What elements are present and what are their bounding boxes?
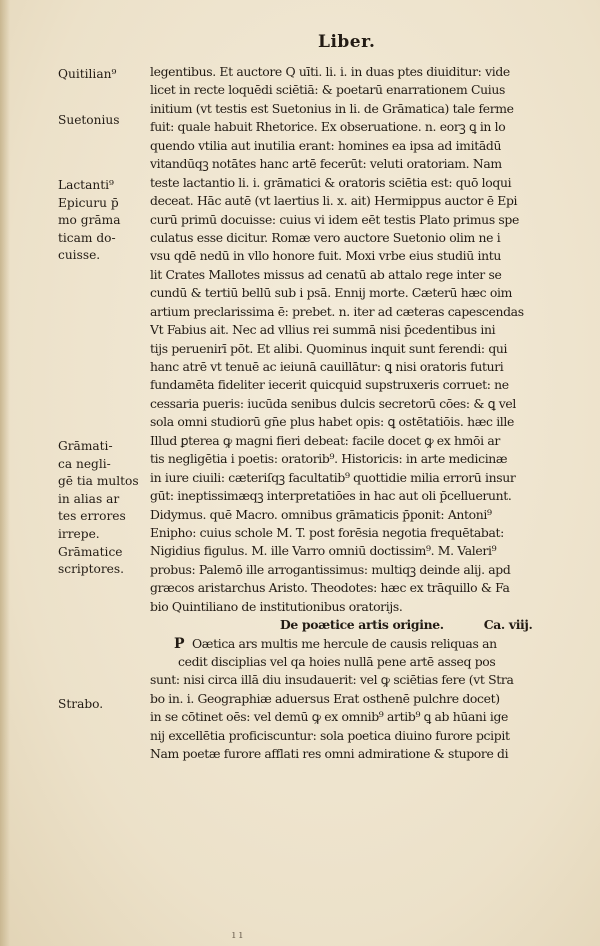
- text-line: teste lactantio li. i. grāmatici & oratoris sciētia est: quō loqui: [150, 174, 512, 190]
- running-title: Liber.: [318, 32, 376, 52]
- text-line: fuit: quale habuit Rhetorice. Ex obseruatione. n. eorꝫ ꝗ in lo: [150, 119, 506, 135]
- text-line: quendo vtilia aut inutilia erant: homines ea ipsa ad imitādū: [150, 137, 502, 153]
- margin-note-line: Grāmatice: [58, 544, 123, 559]
- text-line: Nam poetæ furore afflati res omni admiratione & stupore di: [150, 746, 509, 762]
- gutter-shadow: [0, 0, 10, 946]
- text-line: cessaria pueris: iucūda senibus dulcis secretorū cōes: & ꝗ vel: [150, 395, 516, 411]
- margin-note-line: irrepe.: [58, 526, 100, 541]
- text-line: initium (vt testis est Suetonius in li. de Grāmatica) tale ferme: [150, 100, 514, 116]
- text-line: sola omni studiorū gn̄e plus habet opis: ꝗ ostētatiōis. hæc ille: [150, 414, 515, 430]
- margin-note-line: ticam do-: [58, 230, 116, 245]
- margin-note-line: in alias ar: [58, 491, 120, 506]
- chapter-number: Ca. viij.: [483, 617, 533, 633]
- text-line: deceat. Hāc autē (vt laertius li. x. ait) Hermippus auctor ē Epi: [150, 193, 518, 209]
- margin-note-gramatica: [58, 438, 142, 579]
- main-text-column: [150, 63, 585, 764]
- text-line: græcos aristarchus Aristo. Theodotes: hæc ex trāquillo & Fa: [150, 580, 510, 596]
- text-line: cundū & tertiū bellū sub i psā. Ennij morte. Cæterū hæc oim: [150, 285, 512, 301]
- text-line: in se cōtinet oēs: vel demū ꝙ ex omnib⁹ artib⁹ ꝗ ab hūani ige: [150, 709, 509, 725]
- text-line: nij excellētia proficiscuntur: sola poetica diuino furore pcipit: [150, 727, 510, 743]
- text-line: lit Crates Mallotes missus ad cenatū ab attalo rege inter se: [150, 266, 502, 282]
- text-line: cedit disciplias vel qa hoies nullā pene artē asseq pos: [178, 654, 496, 669]
- margin-note-line: Lactanti⁹: [58, 178, 114, 192]
- margin-note-line: tes errores: [58, 509, 126, 524]
- text-line: probus: Palemō ille arrogantissimus: multiqꝫ deinde alij. apd: [150, 561, 511, 577]
- margin-note-line: scriptores.: [58, 562, 125, 577]
- text-line-content: Oætica ars multis me hercule de causis reliquas an: [192, 635, 497, 651]
- text-line: legentibus. Et auctore Q uīti. li. i. in duas ptes diuiditur: vide: [150, 64, 510, 79]
- text-line: bio Quintiliano de institutionibus oratorijs.: [150, 598, 403, 614]
- text-line: sunt: nisi circa illā diu insudauerit: vel ꝙ sciētias fere (vt Stra: [150, 672, 514, 688]
- text-line: tis negligētia i poetis: oratorib⁹. Historicis: in arte medicinæ: [150, 451, 508, 467]
- text-line: vitandūqꝫ notātes hanc artē fecerūt: veluti oratoriam. Nam: [150, 156, 502, 172]
- margin-note-line: ca negli-: [58, 456, 111, 471]
- text-line: [150, 635, 585, 653]
- text-line: hanc atrē vt tenuē ac ieiunā cauillātur: ꝗ nisi oratoris futuri: [150, 359, 504, 374]
- text-line: gūt: ineptissimæqꝫ interpretatiōes in hac aut oli p̄celluerunt.: [150, 488, 512, 504]
- text-line: tijs peruenirī pōt. Et alibi. Quominus inquit sunt ferendi: qui: [150, 340, 508, 356]
- margin-note-quintilian: Quitilian⁹: [58, 67, 117, 81]
- text-line: bo in. i. Geographiæ aduersus Erat osthenē pulchre docet): [150, 690, 500, 706]
- margin-note-line: Epicuru p̄: [58, 195, 119, 210]
- drop-capital: P: [174, 635, 185, 652]
- margin-note-line: Grāmati-: [58, 439, 113, 453]
- text-line: Nigidius figulus. M. ille Varro omniū doctissim⁹. M. Valeri⁹: [150, 543, 497, 559]
- text-line: Didymus. quē Macro. omnibus grāmaticis p̄ponit: Antoni⁹: [150, 506, 492, 522]
- margin-note-line: cuisse.: [58, 248, 101, 263]
- text-line: Illud ꝑterea ꝙ magni fieri debeat: facile docet ꝙ ex hmōi ar: [150, 432, 500, 448]
- text-line: licet in recte loquēdi sciētiā: & poetarū enarrationem Cuius: [150, 82, 505, 98]
- text-line: Vt Fabius ait. Nec ad vllius rei summā nisi p̄cedentibus ini: [150, 322, 496, 338]
- margin-note-line: gē tia multos: [58, 474, 139, 489]
- text-line: Enipho: cuius schole M. T. post forēsia negotia frequētabat:: [150, 524, 505, 540]
- margin-note-lactantius: [58, 177, 142, 265]
- margin-note-strabo: Strabo.: [58, 697, 104, 711]
- text-line: curū primū docuisse: cuius vi idem eēt testis Plato primus spe: [150, 211, 519, 227]
- text-line: vsu qdē nedū in vllo honore fuit. Moxi vrbe eius studiū intu: [150, 248, 502, 264]
- text-line: in iure ciuili: cæteriſqꝫ facultatib⁹ quottidie milia errorū insur: [150, 469, 516, 485]
- text-line: artium preclarissima ē: prebet. n. iter ad cæteras capescendas: [150, 303, 524, 319]
- text-line: fundamēta fideliter iecerit quicquid supstruxeris corruet: ne: [150, 377, 509, 393]
- margin-note-line: mo grāma: [58, 213, 121, 228]
- chapter-heading: [150, 616, 585, 634]
- chapter-heading-title: De poætice artis origine.: [280, 617, 444, 633]
- signature-mark: ı ı: [232, 928, 243, 941]
- margin-note-suetonius: Suetonius: [58, 113, 120, 127]
- text-line: culatus esse dicitur. Romæ vero auctore Suetonio olim ne i: [150, 229, 501, 245]
